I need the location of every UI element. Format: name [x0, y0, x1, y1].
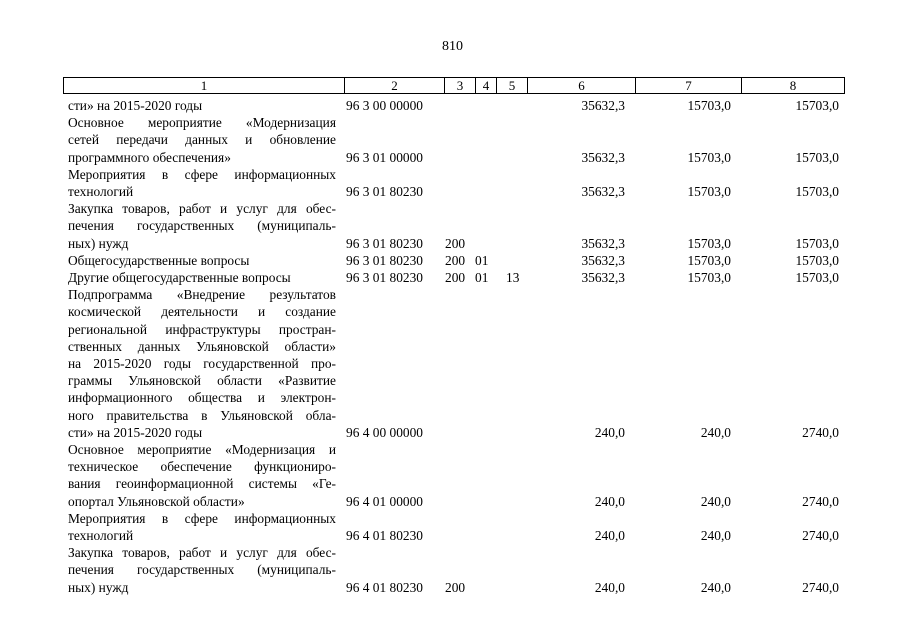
- budget-code-cell: 96 3 01 80230: [346, 252, 423, 268]
- row-name-cell: [68, 97, 336, 114]
- header-col-7: 7: [685, 78, 692, 93]
- amount-col-8-cell: 15703,0: [795, 269, 839, 285]
- amount-col-7-cell: 240,0: [700, 527, 731, 543]
- amount-col-8-cell: 2740,0: [802, 424, 839, 440]
- row-name-cell: [68, 252, 336, 269]
- amount-col-7-cell: 240,0: [700, 579, 731, 595]
- header-col-2: 2: [391, 78, 398, 93]
- row-name-cell: [68, 544, 336, 596]
- expense-type-cell: 200: [445, 269, 466, 285]
- expense-type-cell: 200: [445, 579, 466, 595]
- row-name-line: печения государственных (муниципаль-: [68, 562, 336, 578]
- table-row: [0, 544, 905, 596]
- row-name-cell: [68, 166, 336, 200]
- row-name-line: Мероприятия в сфере информационных: [68, 166, 336, 182]
- row-name-line: Закупка товаров, работ и услуг для обес-: [68, 201, 336, 217]
- amount-col-6-cell: 240,0: [594, 493, 625, 509]
- row-name-line: Подпрограмма «Внедрение результатов: [68, 287, 336, 303]
- row-name-line: граммы Ульяновской области «Развитие: [68, 373, 336, 389]
- amount-col-7-cell: 15703,0: [687, 269, 731, 285]
- amount-col-6-cell: 35632,3: [581, 269, 625, 285]
- section-cell: 01: [475, 252, 489, 268]
- row-name-line: Мероприятия в сфере информационных: [68, 510, 336, 526]
- amount-col-6-cell: 240,0: [594, 579, 625, 595]
- budget-code-cell: 96 4 01 80230: [346, 579, 423, 595]
- row-name-line: информационного общества и электрон-: [68, 390, 336, 406]
- header-col-1: 1: [200, 78, 208, 93]
- row-name-line: сти» на 2015-2020 годы: [68, 424, 203, 440]
- amount-col-7-cell: 15703,0: [687, 183, 731, 199]
- amount-col-8-cell: 2740,0: [802, 579, 839, 595]
- row-name-cell: [68, 441, 336, 510]
- row-name-line: программного обеспечения»: [68, 149, 231, 165]
- amount-col-8-cell: 15703,0: [795, 183, 839, 199]
- row-name-line: региональной инфраструктуры простран-: [68, 321, 336, 337]
- table-header: [63, 77, 845, 94]
- amount-col-6-cell: 35632,3: [581, 97, 625, 113]
- row-name-cell: [68, 200, 336, 252]
- table-row: [0, 200, 905, 252]
- amount-col-7-cell: 240,0: [700, 493, 731, 509]
- budget-code-cell: 96 3 01 80230: [346, 269, 423, 285]
- amount-col-7-cell: 15703,0: [687, 149, 731, 165]
- row-name-cell: [68, 269, 336, 286]
- amount-col-6-cell: 35632,3: [581, 252, 625, 268]
- row-name-cell: [68, 286, 336, 441]
- row-name-line: ных) нужд: [68, 235, 129, 251]
- amount-col-7-cell: 15703,0: [687, 252, 731, 268]
- amount-col-8-cell: 2740,0: [802, 493, 839, 509]
- amount-col-8-cell: 15703,0: [795, 97, 839, 113]
- section-cell: 01: [475, 269, 489, 285]
- header-col-5: 5: [508, 78, 516, 93]
- row-name-line: опортал Ульяновской области»: [68, 493, 245, 509]
- row-name-line: сти» на 2015-2020 годы: [68, 98, 203, 113]
- budget-code-cell: 96 3 01 80230: [346, 183, 423, 199]
- row-name-line: вания геоинформационной системы «Ге-: [68, 476, 336, 492]
- table-row: [0, 252, 905, 269]
- expense-type-cell: 200: [445, 252, 466, 268]
- amount-col-8-cell: 15703,0: [795, 252, 839, 268]
- row-name-line: космической деятельности и создание: [68, 304, 336, 320]
- amount-col-6-cell: 240,0: [594, 527, 625, 543]
- table-row: [0, 114, 905, 166]
- table-row: [0, 97, 905, 114]
- row-name-line: Общегосударственные вопросы: [68, 252, 250, 268]
- budget-code-cell: 96 4 01 80230: [346, 527, 423, 543]
- header-col-8: 8: [789, 78, 797, 93]
- row-name-line: Закупка товаров, работ и услуг для обес-: [68, 545, 336, 561]
- budget-code-cell: 96 3 00 00000: [346, 97, 423, 113]
- budget-code-cell: 96 4 01 00000: [346, 493, 423, 509]
- amount-col-6-cell: 35632,3: [581, 149, 625, 165]
- amount-col-6-cell: 35632,3: [581, 183, 625, 199]
- amount-col-8-cell: 15703,0: [795, 149, 839, 165]
- row-name-line: ных) нужд: [68, 579, 129, 595]
- row-name-line: техническое обеспечение функциониро-: [68, 459, 336, 475]
- table-row: [0, 286, 905, 441]
- expense-type-cell: 200: [445, 235, 466, 251]
- row-name-line: ственных данных Ульяновской области»: [68, 338, 336, 354]
- header-col-4: 4: [482, 78, 490, 93]
- amount-col-8-cell: 2740,0: [802, 527, 839, 543]
- table-row: [0, 441, 905, 510]
- row-name-cell: [68, 510, 336, 544]
- amount-col-8-cell: 15703,0: [795, 235, 839, 251]
- amount-col-7-cell: 240,0: [700, 424, 731, 440]
- amount-col-7-cell: 15703,0: [687, 97, 731, 113]
- row-name-line: Основное мероприятие «Модернизация и: [68, 442, 336, 457]
- row-name-line: на 2015-2020 годы государственной про-: [68, 355, 336, 371]
- page-number: 810: [442, 39, 463, 54]
- table-row: [0, 510, 905, 544]
- row-name-line: Другие общегосударственные вопросы: [68, 270, 291, 285]
- budget-code-cell: 96 3 01 80230: [346, 235, 423, 251]
- table-row: [0, 166, 905, 200]
- row-name-line: печения государственных (муниципаль-: [68, 218, 336, 234]
- budget-code-cell: 96 4 00 00000: [346, 424, 423, 440]
- budget-code-cell: 96 3 01 00000: [346, 149, 423, 165]
- row-name-line: сетей передачи данных и обновление: [68, 132, 336, 148]
- table-row: [0, 269, 905, 286]
- header-col-6: 6: [578, 78, 585, 93]
- row-name-line: технологий: [68, 527, 134, 543]
- amount-col-6-cell: 240,0: [594, 424, 625, 440]
- subsection-cell: 13: [506, 269, 520, 285]
- row-name-line: Основное мероприятие «Модернизация: [68, 115, 336, 131]
- row-name-line: технологий: [68, 183, 134, 199]
- amount-col-7-cell: 15703,0: [687, 235, 731, 251]
- row-name-line: ного правительства в Ульяновской обла-: [68, 407, 336, 423]
- row-name-cell: [68, 114, 336, 166]
- amount-col-6-cell: 35632,3: [581, 235, 625, 251]
- header-col-3: 3: [456, 78, 464, 93]
